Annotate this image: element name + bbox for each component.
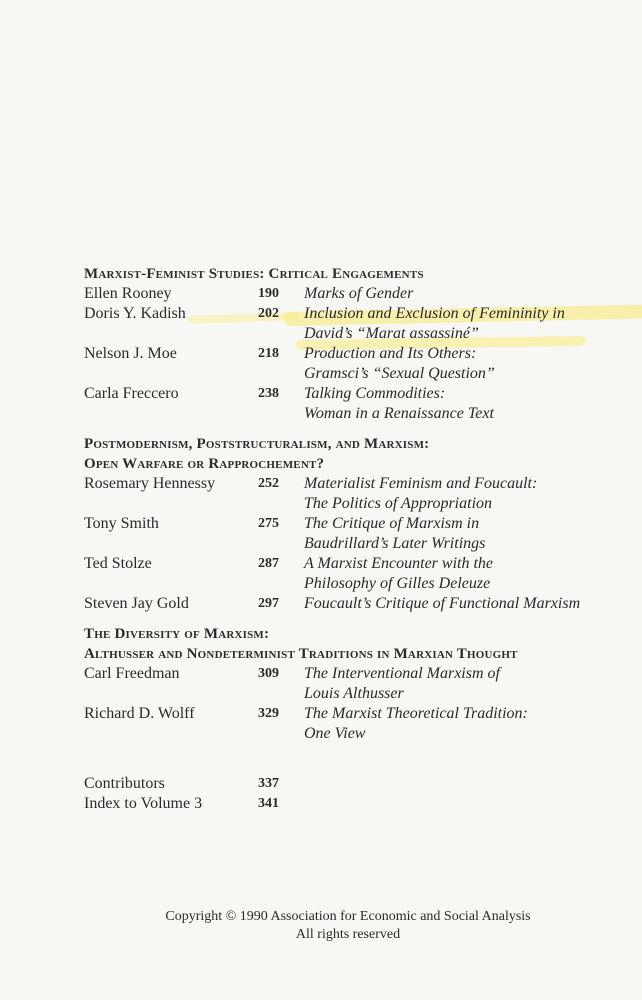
entry-title-line: Louis Althusser bbox=[304, 685, 404, 702]
entry-author: Carla Freccero bbox=[84, 385, 179, 402]
entry-title bbox=[304, 554, 624, 594]
entry-page-number: 309 bbox=[258, 666, 279, 681]
entry-title-line: The Politics of Appropriation bbox=[304, 495, 493, 512]
entry-title-line: Foucault’s Critique of Functional Marxism bbox=[304, 595, 581, 612]
entry-page-number: 218 bbox=[258, 346, 279, 361]
entry-title-line: Production and Its Others: bbox=[304, 345, 477, 362]
entry-title-line: One View bbox=[304, 725, 366, 742]
entry-title-line: Talking Commodities: bbox=[304, 385, 446, 402]
table-of-contents bbox=[84, 264, 624, 814]
toc-entry bbox=[84, 514, 624, 554]
toc-entry bbox=[84, 474, 624, 514]
toc-entry bbox=[84, 344, 624, 384]
entry-page-number: 202 bbox=[258, 306, 279, 321]
back-matter-label: Contributors bbox=[84, 775, 165, 792]
toc-entry bbox=[84, 304, 624, 344]
entry-author: Doris Y. Kadish bbox=[84, 305, 186, 322]
entry-title bbox=[304, 344, 624, 384]
entry-title-line: The Interventional Marxism of bbox=[304, 665, 500, 682]
section-heading: Marxist-Feminist Studies: Critical Engagements bbox=[84, 266, 424, 282]
entry-title-line: Philosophy of Gilles Deleuze bbox=[304, 575, 491, 592]
section-heading: The Diversity of Marxism: bbox=[84, 626, 270, 642]
entry-title-line: Gramsci’s “Sexual Question” bbox=[304, 365, 495, 382]
toc-entry bbox=[84, 384, 624, 424]
toc-entry bbox=[84, 704, 624, 744]
toc-entry bbox=[84, 284, 624, 304]
entry-title bbox=[304, 514, 624, 554]
section-heading: Open Warfare or Rapprochement? bbox=[84, 456, 325, 472]
toc-entry bbox=[84, 594, 624, 614]
entry-title bbox=[304, 384, 624, 424]
toc-section bbox=[84, 624, 624, 744]
entry-title bbox=[304, 474, 624, 514]
back-matter-label: Index to Volume 3 bbox=[84, 795, 203, 812]
entry-title-line: Baudrillard’s Later Writings bbox=[304, 535, 486, 552]
entry-title-line: Inclusion and Exclusion of Femininity in bbox=[304, 305, 565, 322]
entry-title bbox=[304, 704, 624, 744]
entry-author: Ted Stolze bbox=[84, 555, 152, 572]
back-matter-entry bbox=[84, 774, 624, 794]
entry-page-number: 275 bbox=[258, 516, 279, 531]
spacer bbox=[84, 754, 624, 774]
entry-title bbox=[304, 594, 624, 614]
copyright-notice bbox=[0, 908, 642, 944]
entry-title-line: Woman in a Renaissance Text bbox=[304, 405, 494, 422]
section-heading: Postmodernism, Poststructuralism, and Marxism: bbox=[84, 436, 430, 452]
entry-author: Steven Jay Gold bbox=[84, 595, 189, 612]
entry-title bbox=[304, 664, 624, 704]
entry-title bbox=[304, 284, 624, 304]
entry-author: Richard D. Wolff bbox=[84, 705, 195, 722]
entry-title-line: David’s “Marat assassiné” bbox=[304, 325, 479, 342]
entry-author: Nelson J. Moe bbox=[84, 345, 177, 362]
entry-page-number: 287 bbox=[258, 556, 279, 571]
entry-title-line: The Marxist Theoretical Tradition: bbox=[304, 705, 528, 722]
entry-author: Carl Freedman bbox=[84, 665, 180, 682]
entry-author: Rosemary Hennessy bbox=[84, 475, 216, 492]
rights-line: All rights reserved bbox=[295, 927, 401, 942]
copyright-line: Copyright © 1990 Association for Economic and Social Analysis bbox=[165, 909, 531, 924]
entry-title-line: Marks of Gender bbox=[304, 285, 414, 302]
toc-section bbox=[84, 434, 624, 614]
back-matter-page-number: 341 bbox=[258, 796, 279, 811]
entry-title-line: Materialist Feminism and Foucault: bbox=[304, 475, 538, 492]
entry-title-line: A Marxist Encounter with the bbox=[304, 555, 494, 572]
entry-title-line: The Critique of Marxism in bbox=[304, 515, 480, 532]
entry-author: Ellen Rooney bbox=[84, 285, 172, 302]
toc-entry bbox=[84, 554, 624, 594]
toc-entry bbox=[84, 664, 624, 704]
entry-page-number: 329 bbox=[258, 706, 279, 721]
entry-title bbox=[304, 304, 624, 344]
section-heading: Althusser and Nondeterminist Traditions in Marxian Thought bbox=[84, 646, 518, 662]
entry-page-number: 297 bbox=[258, 596, 279, 611]
entry-page-number: 190 bbox=[258, 286, 279, 301]
entry-author: Tony Smith bbox=[84, 515, 159, 532]
entry-page-number: 252 bbox=[258, 476, 279, 491]
back-matter-entry bbox=[84, 794, 624, 814]
back-matter-page-number: 337 bbox=[258, 776, 279, 791]
toc-section bbox=[84, 264, 624, 424]
entry-page-number: 238 bbox=[258, 386, 279, 401]
